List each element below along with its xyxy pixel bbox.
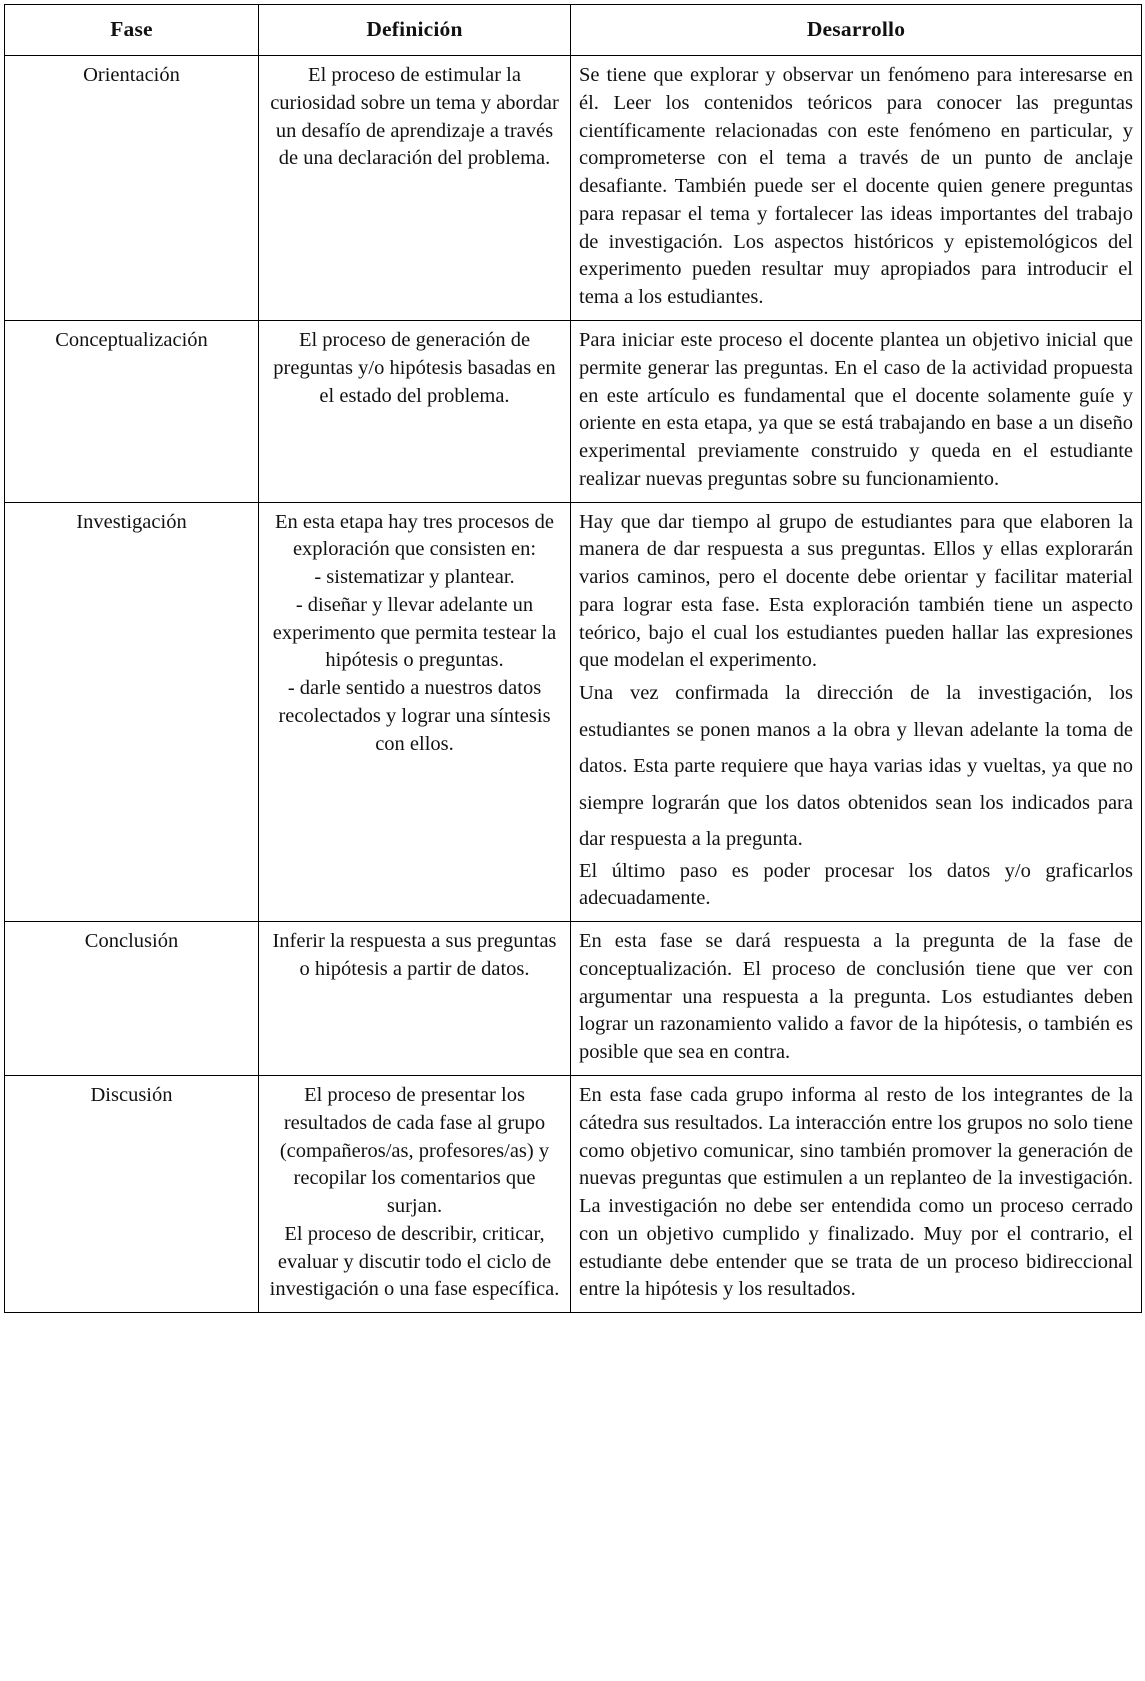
cell-desarrollo (571, 321, 1142, 503)
desarrollo-paragraph: En esta fase se dará respuesta a la pregunta de la fase de conceptualización. El proceso de conclusión tiene que ver con argumentar una respuesta a la pregunta. Los estudiantes deben lograr un razonamiento valido a favor de la hipótesis, o también es posible que sea en contra. (579, 930, 1133, 1064)
definition-line: - diseñar y llevar adelante un experimento que permita testear la hipótesis o preguntas. (272, 593, 557, 672)
definition-line: - sistematizar y plantear. (314, 566, 515, 589)
cell-definicion (259, 56, 571, 321)
cell-desarrollo (571, 56, 1142, 321)
column-header-definicion: Definición (259, 5, 571, 56)
definition-line: - darle sentido a nuestros datos recolectados y lograr una síntesis con ellos. (278, 677, 551, 755)
definition-line: El proceso de generación de preguntas y/o hipótesis basadas en el estado del problema. (273, 329, 556, 407)
header-row (5, 5, 1142, 56)
definition-line: El proceso de presentar los resultados de cada fase al grupo (compañeros/as, profesores/as) y recopilar los comentarios que surjan. (279, 1083, 550, 1218)
desarrollo-paragraph: Se tiene que explorar y observar un fenómeno para interesarse en él. Leer los contenidos teóricos para conocer las preguntas científicamente relacionadas con este fenómeno en particular, y comprometerse con el tema a través de un punto de anclaje desafiante. También puede ser el docente quien genere preguntas para repasar el tema y fortalecer las ideas importantes del trabajo de investigación. Los aspectos históricos y epistemológicos del experimento pueden resultar muy apropiados para introducir el tema a los estudiantes. (579, 64, 1133, 309)
table-row (5, 1075, 1142, 1312)
table-row (5, 56, 1142, 321)
desarrollo-paragraph: El último paso es poder procesar los datos y/o graficarlos adecuadamente. (579, 859, 1133, 910)
table-row (5, 321, 1142, 503)
desarrollo-paragraph: Para iniciar este proceso el docente plantea un objetivo inicial que permite generar las preguntas. En el caso de la actividad propuesta en este artículo es fundamental que el docente solamente guíe y oriente en esta etapa, ya que se está trabajando en base a un diseño experimental previamente construido y queda en el estudiante realizar nuevas preguntas sobre su funcionamiento. (579, 329, 1133, 490)
cell-fase: Discusión (5, 1075, 259, 1312)
desarrollo-paragraph: Hay que dar tiempo al grupo de estudiantes para que elaboren la manera de dar respuesta a sus preguntas. Ellos y ellas explorarán varios caminos, pero el docente debe orientar y facilitar material para lograr esta fase. Esta exploración también tiene un aspecto teórico, bajo el cual los estudiantes pueden hallar las expresiones que modelan el experimento. (579, 510, 1133, 672)
cell-desarrollo (571, 502, 1142, 922)
column-header-desarrollo: Desarrollo (571, 5, 1142, 56)
desarrollo-paragraph: Una vez confirmada la dirección de la investigación, los estudiantes se ponen manos a la obra y llevan adelante la toma de datos. Esta parte requiere que haya varias idas y vueltas, ya que no siempre lograrán que los datos obtenidos sean los indicados para dar respuesta a la pregunta. (579, 682, 1133, 851)
definition-line: En esta etapa hay tres procesos de exploración que consisten en: (275, 510, 554, 561)
cell-desarrollo (571, 922, 1142, 1076)
cell-definicion (259, 502, 571, 922)
table-body (5, 56, 1142, 1313)
cell-definicion (259, 1075, 571, 1312)
definition-line: El proceso de describir, criticar, evaluar y discutir todo el ciclo de investigación o una fase específica. (269, 1222, 560, 1301)
cell-fase: Conclusión (5, 922, 259, 1076)
cell-desarrollo (571, 1075, 1142, 1312)
column-header-fase: Fase (5, 5, 259, 56)
definition-line: El proceso de estimular la curiosidad sobre un tema y abordar un desafío de aprendizaje a través de una declaración del problema. (270, 64, 559, 170)
cell-definicion (259, 922, 571, 1076)
table-row (5, 922, 1142, 1076)
cell-fase: Orientación (5, 56, 259, 321)
cell-fase: Conceptualización (5, 321, 259, 503)
desarrollo-paragraph: En esta fase cada grupo informa al resto de los integrantes de la cátedra sus resultados. La interacción entre los grupos no solo tiene como objetivo comunicar, sino también promover la generación de nuevas preguntas que estimulen a un replanteo de la investigación. La investigación no debe ser entendida como un proceso cerrado con un objetivo cumplido y finalizado. Muy por el contrario, el estudiante debe entender que se trata de un proceso bidireccional entre la hipótesis y los resultados. (579, 1083, 1133, 1301)
cell-fase: Investigación (5, 502, 259, 922)
definition-line: Inferir la respuesta a sus preguntas o hipótesis a partir de datos. (272, 930, 557, 980)
cell-definicion (259, 321, 571, 503)
table-row (5, 502, 1142, 922)
inquiry-phases-table (4, 4, 1142, 1313)
table-header (5, 5, 1142, 56)
